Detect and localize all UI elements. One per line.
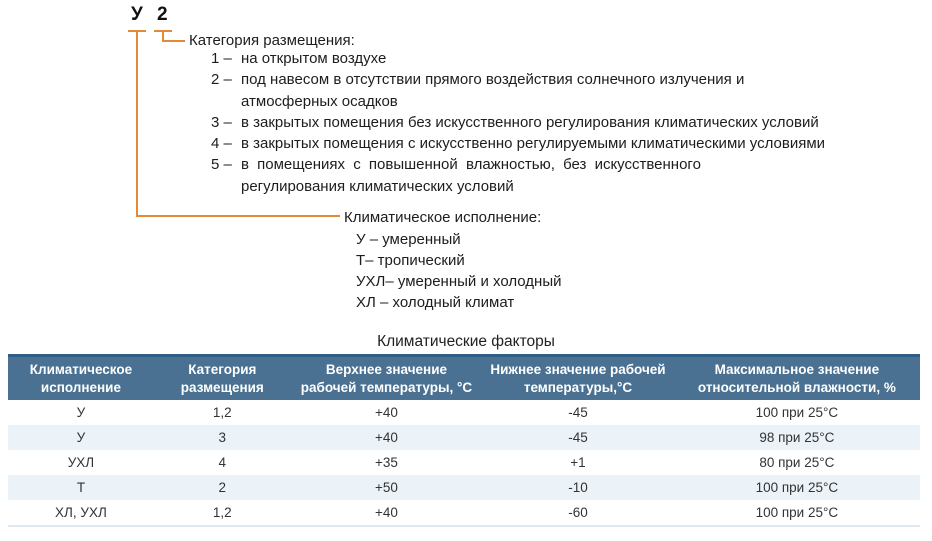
category-item-2 <box>211 69 825 112</box>
table-header-upper-temp: Верхнее значение рабочей температуры, °С <box>291 356 483 401</box>
table-cell: -60 <box>482 500 674 526</box>
category-item-text: в закрытых помещения без искусственного регулирования климатических условий <box>241 113 819 131</box>
category-list <box>211 48 825 197</box>
category-item-1 <box>211 48 825 69</box>
category-item-3 <box>211 112 825 133</box>
category-item-text: регулирования климатических условий <box>241 177 514 195</box>
climate-section-title: Климатическое исполнение: <box>344 209 542 226</box>
table-cell: У <box>76 405 86 421</box>
category-item-marker: 3 – <box>211 113 232 131</box>
category-item-text: в помещениях с повышенной влажностью, без искусственного <box>241 156 701 174</box>
table-cell: -10 <box>568 480 588 496</box>
table-header-category: Категория размещения <box>154 356 291 401</box>
table-cell: -45 <box>568 430 588 446</box>
table-row <box>8 400 920 425</box>
table-cell: 100 при 25°С <box>674 500 920 526</box>
category-code-connector-horizontal <box>162 40 185 42</box>
category-item-marker: 5 – <box>211 156 232 174</box>
category-item-text: атмосферных осадков <box>241 92 398 110</box>
climate-item: Т– тропический <box>356 252 465 269</box>
category-item-text: на открытом воздухе <box>241 50 387 67</box>
table-cell: 1,2 <box>154 500 291 526</box>
climate-item: УХЛ– умеренный и холодный <box>356 273 562 290</box>
table-cell: 3 <box>218 430 227 446</box>
climate-list <box>356 229 561 313</box>
table-row <box>8 450 920 475</box>
table-cell: 4 <box>218 455 227 471</box>
table-row <box>8 425 920 450</box>
category-item-text: в закрытых помещения с искусственно регулируемыми климатическими условиями <box>241 135 826 153</box>
table-row <box>8 500 920 526</box>
table-cell: Т <box>76 480 86 496</box>
table-cell: -45 <box>568 405 588 421</box>
table-header-climate: Климатическое исполнение <box>8 356 154 401</box>
table-cell: 2 <box>218 480 227 496</box>
climate-item: ХЛ – холодный климат <box>356 294 515 311</box>
category-item-text: под навесом в отсутствии прямого воздействия солнечного излучения и <box>241 71 745 89</box>
climatic-factors-table-wrap <box>8 354 920 527</box>
table-cell: 80 при 25°С <box>759 455 835 471</box>
climate-code-letter: У <box>131 4 143 25</box>
climate-code-connector-horizontal <box>136 215 340 217</box>
table-cell: +1 <box>570 455 586 471</box>
table-cell: +35 <box>375 455 398 471</box>
table-cell: +50 <box>375 480 398 496</box>
category-item-4 <box>211 133 825 154</box>
table-header-humidity: Максимальное значение относительной влажности, % <box>674 356 920 401</box>
table-cell: +40 <box>375 405 398 421</box>
table-row <box>8 475 920 500</box>
category-item-marker: 2 – <box>211 71 232 89</box>
table-cell: 98 при 25°С <box>759 430 835 446</box>
category-item-marker: 4 – <box>211 135 232 153</box>
table-cell: +40 <box>291 500 483 526</box>
table-header-lower-temp: Нижнее значение рабочей температуры,°С <box>482 356 674 401</box>
table-cell: У <box>76 430 86 446</box>
climate-code-connector-vertical <box>136 30 138 217</box>
category-section-title: Категория размещения: <box>189 32 355 49</box>
category-item-5 <box>211 154 825 197</box>
category-code-digit: 2 <box>157 4 168 25</box>
table-title: Климатические факторы <box>377 333 555 350</box>
table-cell: 100 при 25°С <box>755 480 839 496</box>
table-cell: +40 <box>375 430 398 446</box>
table-cell: ХЛ, УХЛ <box>8 500 154 526</box>
table-cell: 100 при 25°С <box>755 405 839 421</box>
table-cell: 1,2 <box>212 405 232 421</box>
climate-item: У – умеренный <box>356 231 461 248</box>
table-header-row <box>8 356 920 401</box>
climatic-factors-table <box>8 354 920 527</box>
category-item-marker: 1 – <box>211 50 232 67</box>
table-cell: УХЛ <box>67 455 95 471</box>
